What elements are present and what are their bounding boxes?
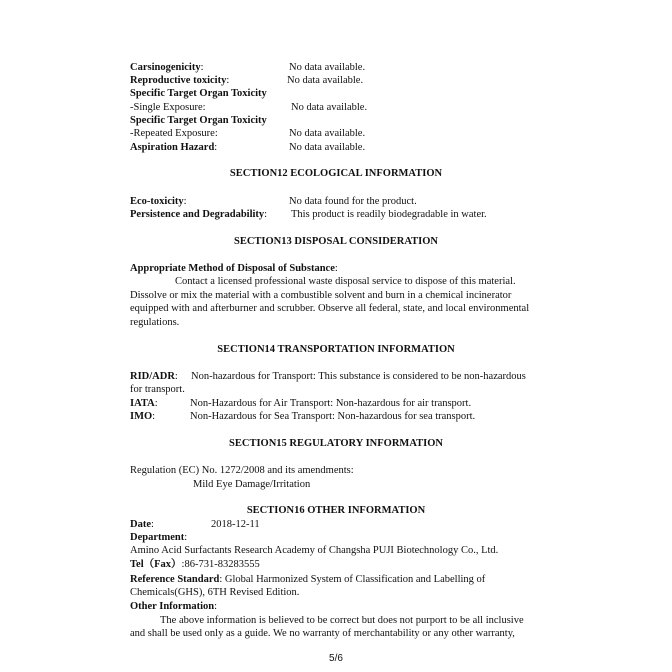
date-value: 2018-12-11	[211, 519, 260, 530]
iata-row: IATA:	[130, 398, 158, 409]
repeated-exposure-value: No data available.	[289, 128, 366, 139]
disposal-line: regulations.	[130, 317, 180, 328]
eco-toxicity-row: Eco-toxicity:	[130, 196, 187, 207]
imo-row: IMO:	[130, 411, 156, 422]
stot-heading-2: Specific Target Organ Toxicity	[130, 115, 267, 126]
aspiration-value: No data available.	[289, 142, 366, 153]
reproductive-row: Reproductive toxicity:	[130, 75, 230, 86]
repeated-exposure-row: -Repeated Exposure:	[130, 128, 218, 139]
disposal-heading: Appropriate Method of Disposal of Substance:	[130, 263, 338, 274]
section13-title: SECTION13 DISPOSAL CONSIDERATION	[233, 236, 439, 247]
rid-adr-value: Non-hazardous for Transport: This substance is considered to be non-hazardous	[191, 371, 526, 382]
rid-adr-cont: for transport.	[130, 384, 185, 395]
other-info-label: Other Information:	[130, 601, 218, 612]
rid-adr-row: RID/ADR:	[130, 371, 178, 382]
regulation-classification: Mild Eye Damage/Irritation	[193, 479, 311, 490]
eco-toxicity-value: No data found for the product.	[289, 196, 417, 207]
disposal-line: equipped with and afterburner and scrubber. Observe all federal, state, and local environmental	[130, 303, 530, 314]
department-value: Amino Acid Surfactants Research Academy of Changsha PUJI Biotechnology Co., Ltd.	[130, 545, 499, 556]
persistence-row: Persistence and Degradability:	[130, 209, 268, 220]
section12-title: SECTION12 ECOLOGICAL INFORMATION	[229, 168, 443, 179]
carcinogenicity-row: Carsinogenicity:	[130, 62, 204, 73]
stot-heading: Specific Target Organ Toxicity	[130, 88, 267, 99]
reference-cont: Chemicals(GHS), 6TH Revised Edition.	[130, 587, 300, 598]
section14-title: SECTION14 TRANSPORTATION INFORMATION	[217, 344, 455, 355]
persistence-value: This product is readily biodegradable in water.	[291, 209, 487, 220]
imo-value: Non-Hazardous for Sea Transport: Non-hazardous for sea transport.	[190, 411, 476, 422]
other-info-line: The above information is believed to be correct but does not purport to be all inclusive	[160, 615, 524, 626]
carcinogenicity-value: No data available.	[289, 62, 366, 73]
regulation-line: Regulation (EC) No. 1272/2008 and its amendments:	[130, 465, 354, 476]
aspiration-row: Aspiration Hazard:	[130, 142, 218, 153]
page-number: 5/6	[329, 653, 343, 664]
reference-row: Reference Standard: Global Harmonized System of Classification and Labelling of	[130, 574, 486, 585]
date-label: Date:	[130, 519, 154, 530]
disposal-line: Contact a licensed professional waste disposal service to dispose of this material.	[175, 276, 516, 287]
section16-title: SECTION16 OTHER INFORMATION	[246, 505, 426, 516]
other-info-line: and shall be used only as a guide. We no warranty of merchantability or any other warranty,	[130, 628, 515, 639]
single-exposure-value: No data available.	[291, 102, 368, 113]
department-label: Department:	[130, 532, 188, 543]
single-exposure-row: -Single Exposure:	[130, 102, 206, 113]
section15-title: SECTION15 REGULATORY INFORMATION	[229, 438, 443, 449]
tel-row: Tel（Fax）:86-731-83283555	[130, 559, 260, 570]
disposal-line: Dissolve or mix the material with a combustible solvent and burn in a chemical incinerator	[130, 290, 512, 301]
reproductive-value: No data available.	[287, 75, 364, 86]
iata-value: Non-Hazardous for Air Transport: Non-hazardous for air transport.	[190, 398, 472, 409]
